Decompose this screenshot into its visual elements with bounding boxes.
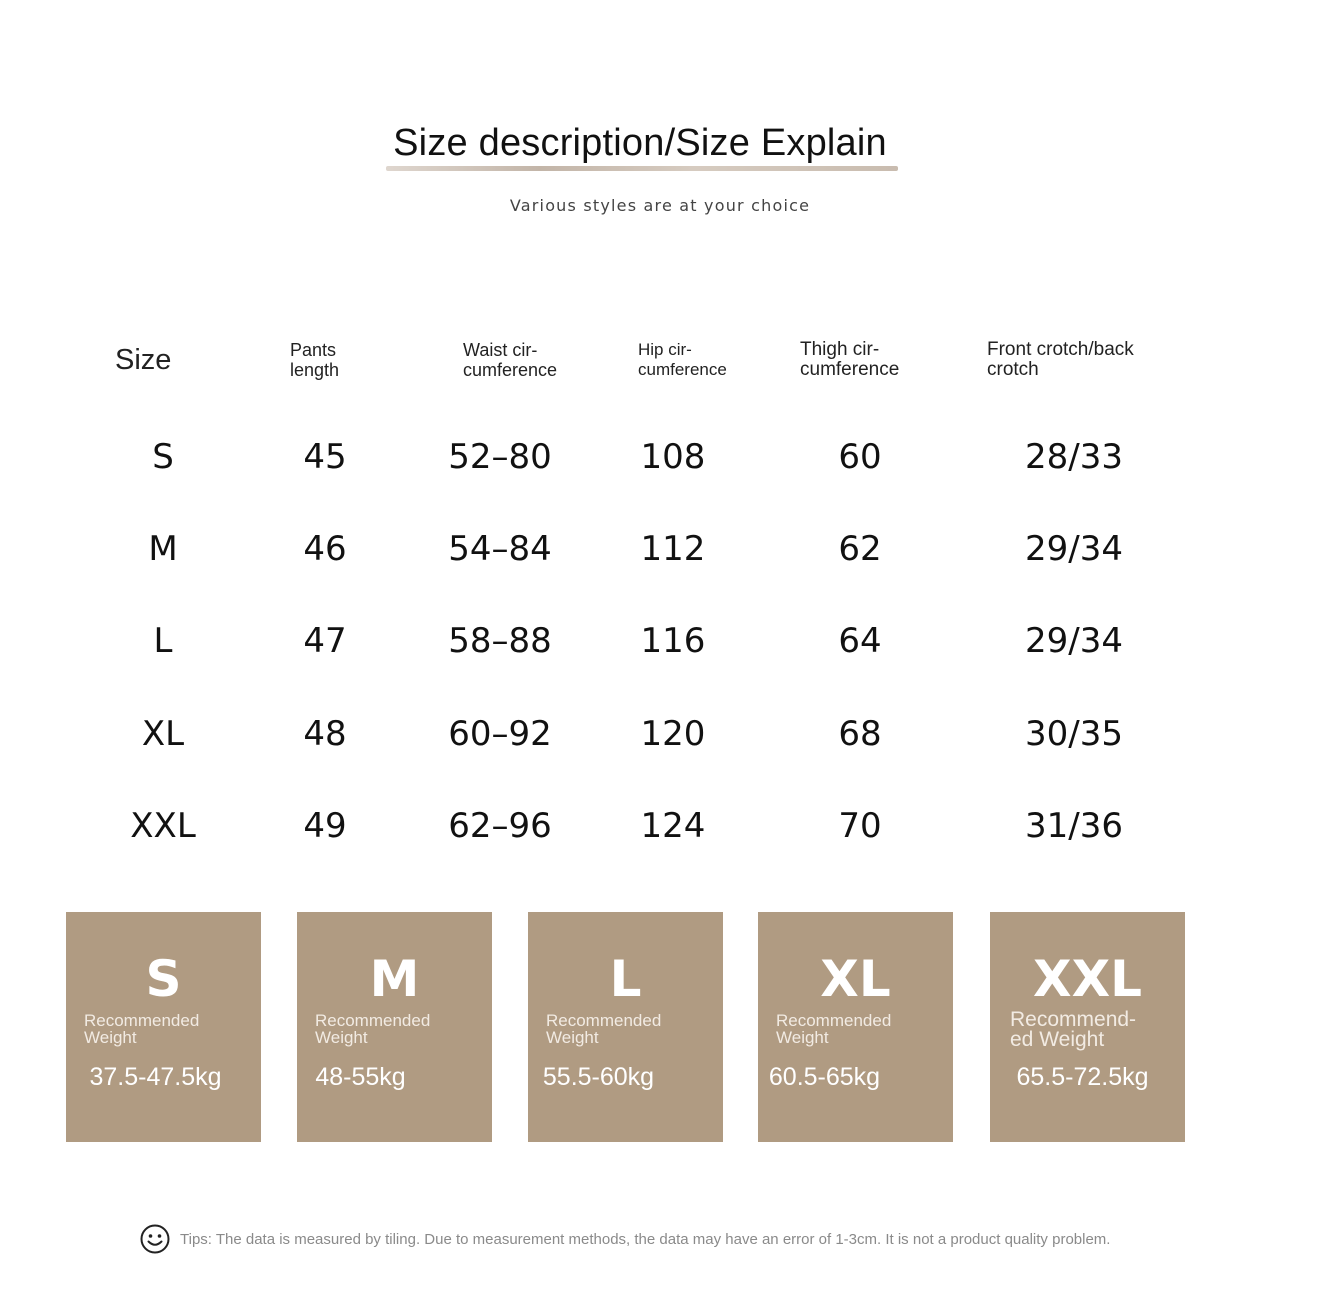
table-cell-size: XL: [141, 714, 185, 754]
table-cell-thigh: 62: [838, 529, 882, 569]
weight-card-s: [66, 912, 261, 1142]
column-header-thigh: Thigh cir- cumference: [800, 339, 900, 380]
table-cell-crotch: 31/36: [1025, 806, 1123, 846]
tips-text: Tips: The data is measured by tiling. Due to measurement methods, the data may have an error of 1-3cm. It is not a product quality problem.: [180, 1230, 1111, 1248]
table-cell-pants-length: 48: [303, 714, 347, 754]
table-cell-size: L: [153, 621, 173, 661]
weight-card-xxl: [990, 912, 1185, 1142]
table-cell-crotch: 30/35: [1025, 714, 1123, 754]
card-recommended-label: Recommended Weight: [546, 1011, 662, 1047]
table-cell-hip: 116: [640, 621, 706, 661]
weight-card-l: [528, 912, 723, 1142]
table-cell-pants-length: 45: [303, 437, 347, 477]
table-cell-hip: 108: [640, 437, 706, 477]
table-cell-waist: 58–88: [448, 621, 552, 661]
table-cell-pants-length: 46: [303, 529, 347, 569]
card-size-label: S: [145, 950, 182, 1008]
card-recommended-label: Recommend- ed Weight: [1010, 1008, 1137, 1051]
card-weight-value: 48-55kg: [315, 1063, 406, 1091]
table-cell-thigh: 68: [838, 714, 882, 754]
column-header-hip: Hip cir- cumference: [638, 340, 727, 379]
table-cell-thigh: 60: [838, 437, 882, 477]
card-size-label: XL: [820, 950, 891, 1008]
table-cell-hip: 112: [640, 529, 706, 569]
column-header-pants-length: Pants length: [290, 340, 340, 380]
card-weight-value: 60.5-65kg: [768, 1063, 881, 1091]
table-cell-crotch: 29/34: [1025, 621, 1123, 661]
tips-note: [140, 1222, 1110, 1256]
table-cell-waist: 62–96: [448, 806, 552, 846]
card-recommended-label: Recommended Weight: [776, 1011, 892, 1047]
title-underline: [386, 166, 898, 171]
card-size-label: XXL: [1033, 950, 1142, 1008]
column-header-crotch: Front crotch/back crotch: [987, 339, 1134, 380]
table-cell-waist: 52–80: [448, 437, 552, 477]
page-subtitle: Various styles are at your choice: [509, 196, 811, 215]
table-cell-crotch: 28/33: [1025, 437, 1123, 477]
card-size-label: M: [369, 950, 420, 1008]
weight-card-m: [297, 912, 492, 1142]
page-title: Size description/Size Explain: [393, 122, 887, 164]
table-cell-thigh: 64: [838, 621, 882, 661]
card-size-label: L: [609, 950, 642, 1008]
table-cell-pants-length: 47: [303, 621, 347, 661]
card-weight-value: 55.5-60kg: [542, 1063, 655, 1091]
table-cell-hip: 124: [640, 806, 706, 846]
table-cell-waist: 60–92: [448, 714, 552, 754]
smiley-icon: [140, 1224, 170, 1254]
card-recommended-label: Recommended Weight: [315, 1011, 431, 1047]
table-cell-thigh: 70: [838, 806, 882, 846]
card-recommended-label: Recommended Weight: [84, 1011, 200, 1047]
card-weight-value: 65.5-72.5kg: [1016, 1063, 1149, 1091]
table-cell-size: S: [152, 437, 174, 477]
table-cell-hip: 120: [640, 714, 706, 754]
column-header-size: Size: [115, 344, 172, 376]
table-cell-crotch: 29/34: [1025, 529, 1123, 569]
table-cell-size: XXL: [130, 806, 196, 846]
weight-card-xl: [758, 912, 953, 1142]
table-cell-pants-length: 49: [303, 806, 347, 846]
card-weight-value: 37.5-47.5kg: [89, 1063, 222, 1091]
table-cell-size: M: [148, 529, 178, 569]
table-cell-waist: 54–84: [448, 529, 552, 569]
column-header-waist: Waist cir- cumference: [463, 340, 558, 380]
